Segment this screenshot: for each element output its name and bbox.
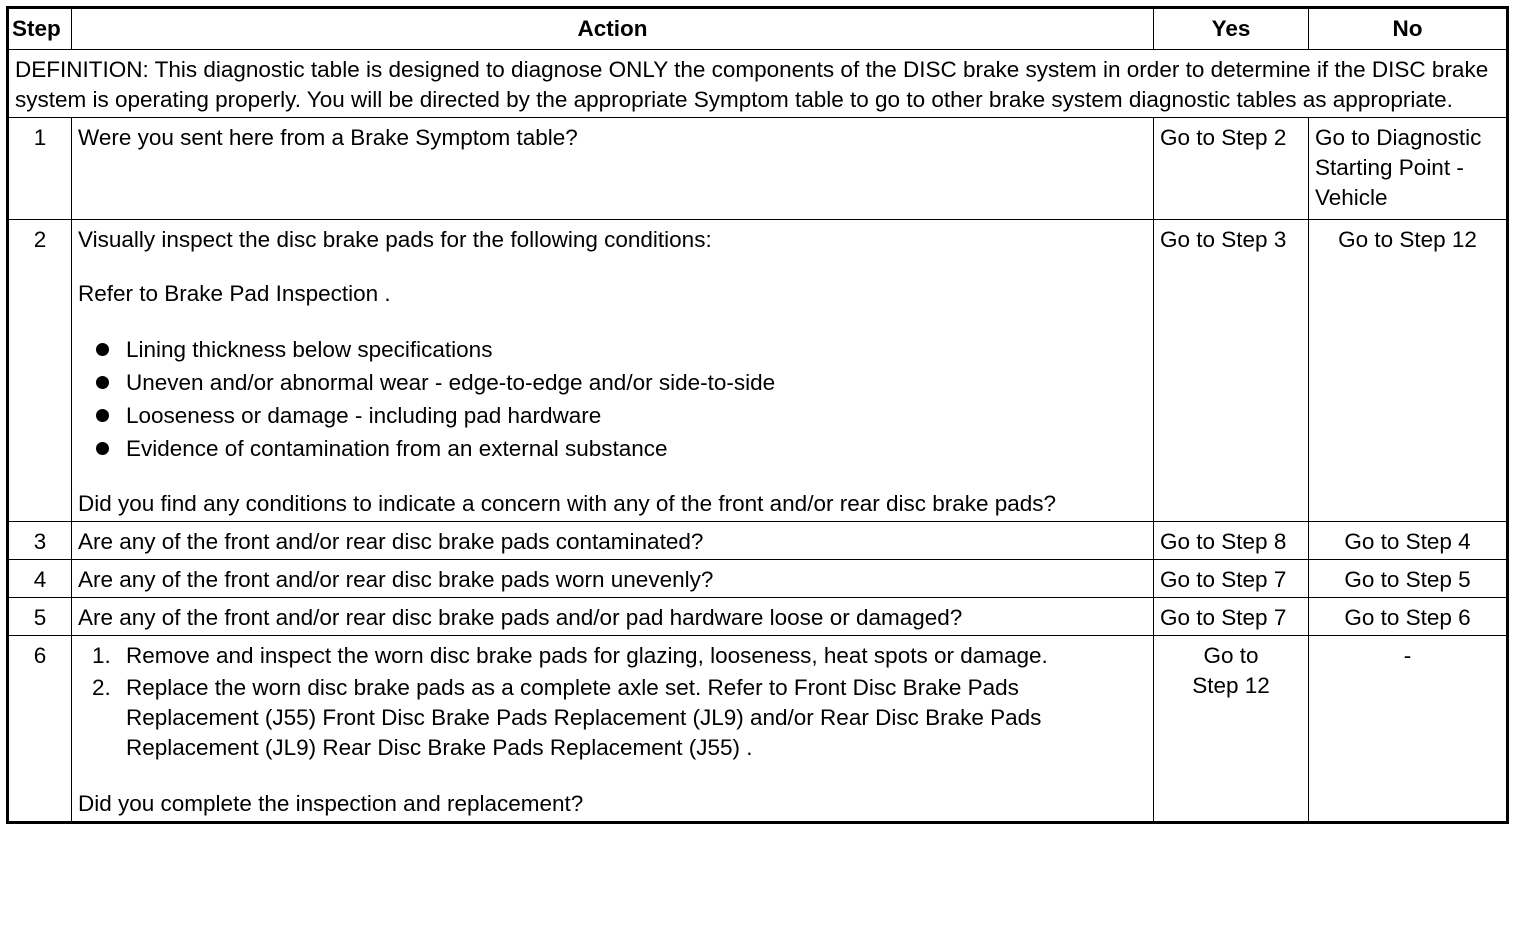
step-number: 6: [8, 636, 72, 823]
list-item: [78, 366, 1147, 399]
step-number: 1: [8, 118, 72, 220]
list-item-text: Replace the worn disc brake pads as a complete axle set. Refer to Front Disc Brake Pads Replacement (J55) Front Disc Brake Pads Replacement (JL9) and/or Rear Disc Brake Pads Replacement (JL9) Rear Disc Brake Pads Replacement (J55) .: [126, 675, 1042, 760]
header-no: No: [1309, 8, 1508, 50]
definition-text: DEFINITION: This diagnostic table is designed to diagnose ONLY the components of the DISC brake system in order to determine if the DISC brake system is operating properly. You will be directed by the appropriate Symptom table to go to other brake system diagnostic tables as appropriate.: [8, 50, 1508, 118]
step-number: 3: [8, 522, 72, 560]
header-action: Action: [72, 8, 1154, 50]
yes-outcome[interactable]: [1154, 636, 1309, 823]
list-item-text: Uneven and/or abnormal wear - edge-to-edge and/or side-to-side: [126, 370, 776, 395]
action-question: Did you find any conditions to indicate a concern with any of the front and/or rear disc brake pads?: [78, 491, 1057, 516]
action-refer: Refer to Brake Pad Inspection .: [78, 281, 391, 306]
no-outcome[interactable]: Go to Step 6: [1309, 598, 1508, 636]
no-outcome[interactable]: Go to Step 4: [1309, 522, 1508, 560]
list-item-text: Looseness or damage - including pad hardware: [126, 403, 602, 428]
yes-outcome[interactable]: Go to Step 7: [1154, 560, 1309, 598]
condition-list: [78, 333, 1147, 465]
bullet-icon: [96, 409, 109, 422]
yes-outcome[interactable]: Go to Step 2: [1154, 118, 1309, 220]
yes-outcome-text[interactable]: Go to Step 12: [1192, 643, 1270, 698]
no-outcome[interactable]: Go to Step 5: [1309, 560, 1508, 598]
table-row: [8, 522, 1508, 560]
list-item-number: 1.: [92, 643, 111, 668]
list-item: [78, 641, 1147, 671]
list-item-text: Evidence of contamination from an external substance: [126, 436, 668, 461]
list-item-number: 2.: [92, 675, 111, 700]
action-question: Did you complete the inspection and replacement?: [78, 791, 584, 816]
table-row: [8, 220, 1508, 522]
action-question: Are any of the front and/or rear disc brake pads worn unevenly?: [72, 560, 1154, 598]
action-intro: Visually inspect the disc brake pads for the following conditions:: [78, 227, 712, 252]
header-row: [8, 8, 1508, 50]
list-item: [78, 333, 1147, 366]
diagnostic-table-container: [6, 6, 1506, 824]
step-number: 2: [8, 220, 72, 522]
step-number: 4: [8, 560, 72, 598]
list-item-text: Remove and inspect the worn disc brake pads for glazing, looseness, heat spots or damage.: [126, 643, 1048, 668]
bullet-icon: [96, 442, 109, 455]
step-number: 5: [8, 598, 72, 636]
table-row: [8, 636, 1508, 823]
action-cell: [72, 636, 1154, 823]
bullet-icon: [96, 376, 109, 389]
action-question: Are any of the front and/or rear disc brake pads and/or pad hardware loose or damaged?: [72, 598, 1154, 636]
header-yes: Yes: [1154, 8, 1309, 50]
list-item-text: Lining thickness below specifications: [126, 337, 493, 362]
no-outcome: -: [1309, 636, 1508, 823]
procedure-list: [78, 641, 1147, 763]
yes-outcome[interactable]: Go to Step 3: [1154, 220, 1309, 522]
no-outcome[interactable]: Go to Diagnostic Starting Point - Vehicle: [1309, 118, 1508, 220]
header-step: Step: [8, 8, 72, 50]
action-question: Were you sent here from a Brake Symptom table?: [72, 118, 1154, 220]
list-item: [78, 432, 1147, 465]
diagnostic-table: [6, 6, 1509, 824]
yes-outcome[interactable]: Go to Step 7: [1154, 598, 1309, 636]
table-row: [8, 598, 1508, 636]
list-item: [78, 399, 1147, 432]
yes-outcome[interactable]: Go to Step 8: [1154, 522, 1309, 560]
definition-row: [8, 50, 1508, 118]
action-cell: [72, 220, 1154, 522]
table-row: [8, 118, 1508, 220]
table-row: [8, 560, 1508, 598]
no-outcome[interactable]: Go to Step 12: [1309, 220, 1508, 522]
action-question: Are any of the front and/or rear disc brake pads contaminated?: [72, 522, 1154, 560]
bullet-icon: [96, 343, 109, 356]
list-item: [78, 673, 1147, 763]
